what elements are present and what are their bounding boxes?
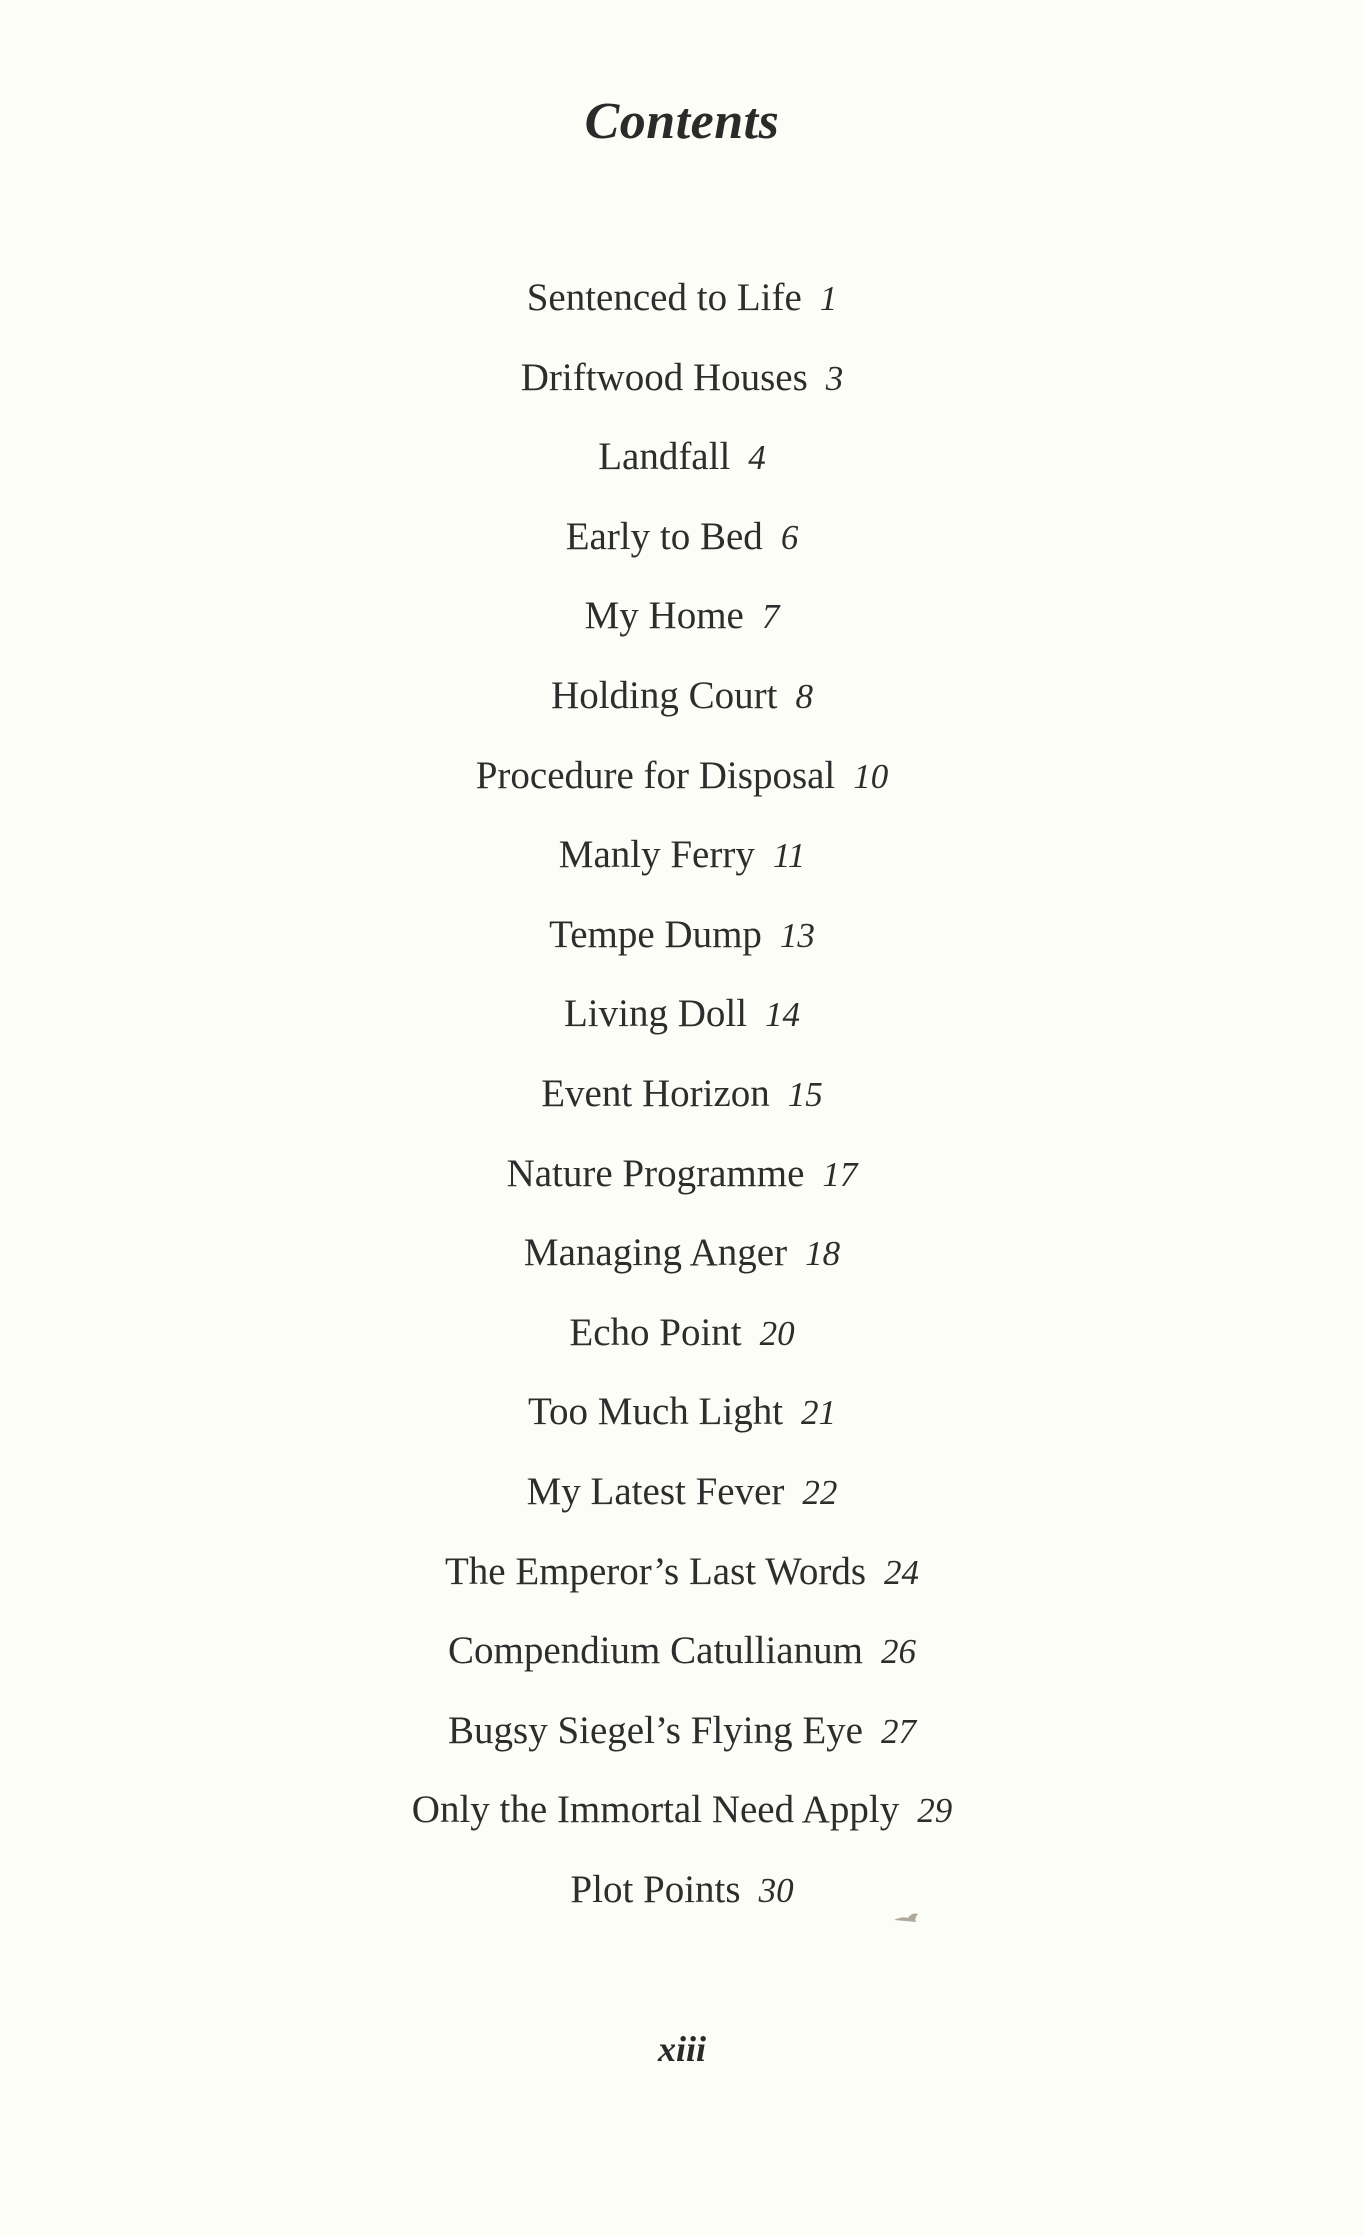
toc-entry-title: Landfall [598, 435, 731, 479]
page-number: xiii [657, 2029, 706, 2069]
toc-entry-page: 13 [779, 915, 815, 955]
toc-entry-page: 30 [758, 1870, 794, 1910]
toc-entry-title: Compendium Catullianum [448, 1629, 863, 1673]
toc-entry-page: 15 [787, 1074, 823, 1114]
toc-entry [0, 1134, 1364, 1214]
toc-entry-title: My Latest Fever [526, 1469, 785, 1513]
toc-entry [0, 1293, 1364, 1373]
toc-entry-title: Nature Programme [506, 1151, 805, 1195]
toc-entry [0, 497, 1364, 577]
toc-entry-page: 21 [801, 1393, 837, 1433]
toc-entry-page: 3 [825, 358, 844, 398]
toc-entry-title: Early to Bed [565, 514, 763, 558]
toc-entry-page: 10 [853, 756, 889, 796]
toc-entry [0, 1452, 1364, 1532]
toc-entry [0, 417, 1364, 497]
toc-entry-page: 24 [884, 1552, 920, 1592]
toc-entry-title: Bugsy Siegel’s Flying Eye [448, 1708, 863, 1752]
toc-entry-page: 22 [802, 1472, 838, 1512]
page-title: Contents [584, 93, 780, 150]
ink-speck-mark [892, 1908, 922, 1926]
toc-entry [0, 815, 1364, 895]
toc-entry [0, 1850, 1364, 1930]
toc-entry-title: My Home [584, 594, 744, 638]
toc-entry-page: 29 [917, 1791, 953, 1831]
toc-entry [0, 1611, 1364, 1691]
toc-entry-title: Echo Point [569, 1310, 742, 1354]
toc-entry-title: Living Doll [563, 992, 748, 1036]
toc-entry-title: Driftwood Houses [520, 355, 808, 399]
toc-entry-page: 27 [880, 1711, 916, 1751]
toc-entry [0, 258, 1364, 338]
toc-entry-title: Holding Court [551, 673, 778, 717]
toc-entry-title: Sentenced to Life [526, 276, 802, 319]
toc-entry-page: 1 [819, 279, 838, 318]
toc-entry-page: 20 [759, 1313, 795, 1353]
toc-entry-page: 17 [822, 1154, 858, 1194]
toc-entry-title: Managing Anger [523, 1231, 788, 1275]
table-of-contents [0, 258, 1364, 1929]
toc-entry [0, 1213, 1364, 1293]
toc-entry [0, 1532, 1364, 1612]
toc-entry-title: Procedure for Disposal [475, 753, 836, 797]
toc-entry [0, 338, 1364, 418]
toc-entry [0, 1691, 1364, 1771]
toc-entry [0, 1770, 1364, 1850]
toc-entry-page: 14 [765, 995, 801, 1035]
toc-entry-page: 6 [780, 517, 799, 557]
toc-entry [0, 576, 1364, 656]
toc-entry [0, 1054, 1364, 1134]
toc-entry-page: 11 [772, 836, 806, 876]
toc-entry-title: Tempe Dump [549, 912, 762, 956]
toc-entry [0, 1372, 1364, 1452]
toc-entry [0, 736, 1364, 816]
toc-entry-title: Event Horizon [541, 1071, 770, 1115]
toc-entry-page: 4 [748, 438, 766, 478]
toc-entry-page: 8 [795, 676, 813, 716]
toc-entry [0, 656, 1364, 736]
toc-entry-title: Manly Ferry [558, 833, 755, 877]
toc-entry-title: Only the Immortal Need Apply [411, 1788, 900, 1832]
toc-entry-title: The Emperor’s Last Words [444, 1549, 867, 1593]
toc-entry-title: Too Much Light [527, 1390, 784, 1434]
toc-entry-page: 18 [805, 1234, 841, 1274]
toc-entry-page: 7 [761, 597, 780, 637]
toc-entry [0, 974, 1364, 1054]
toc-entry [0, 895, 1364, 975]
toc-entry-page: 26 [880, 1632, 916, 1672]
toc-entry-title: Plot Points [570, 1867, 741, 1911]
